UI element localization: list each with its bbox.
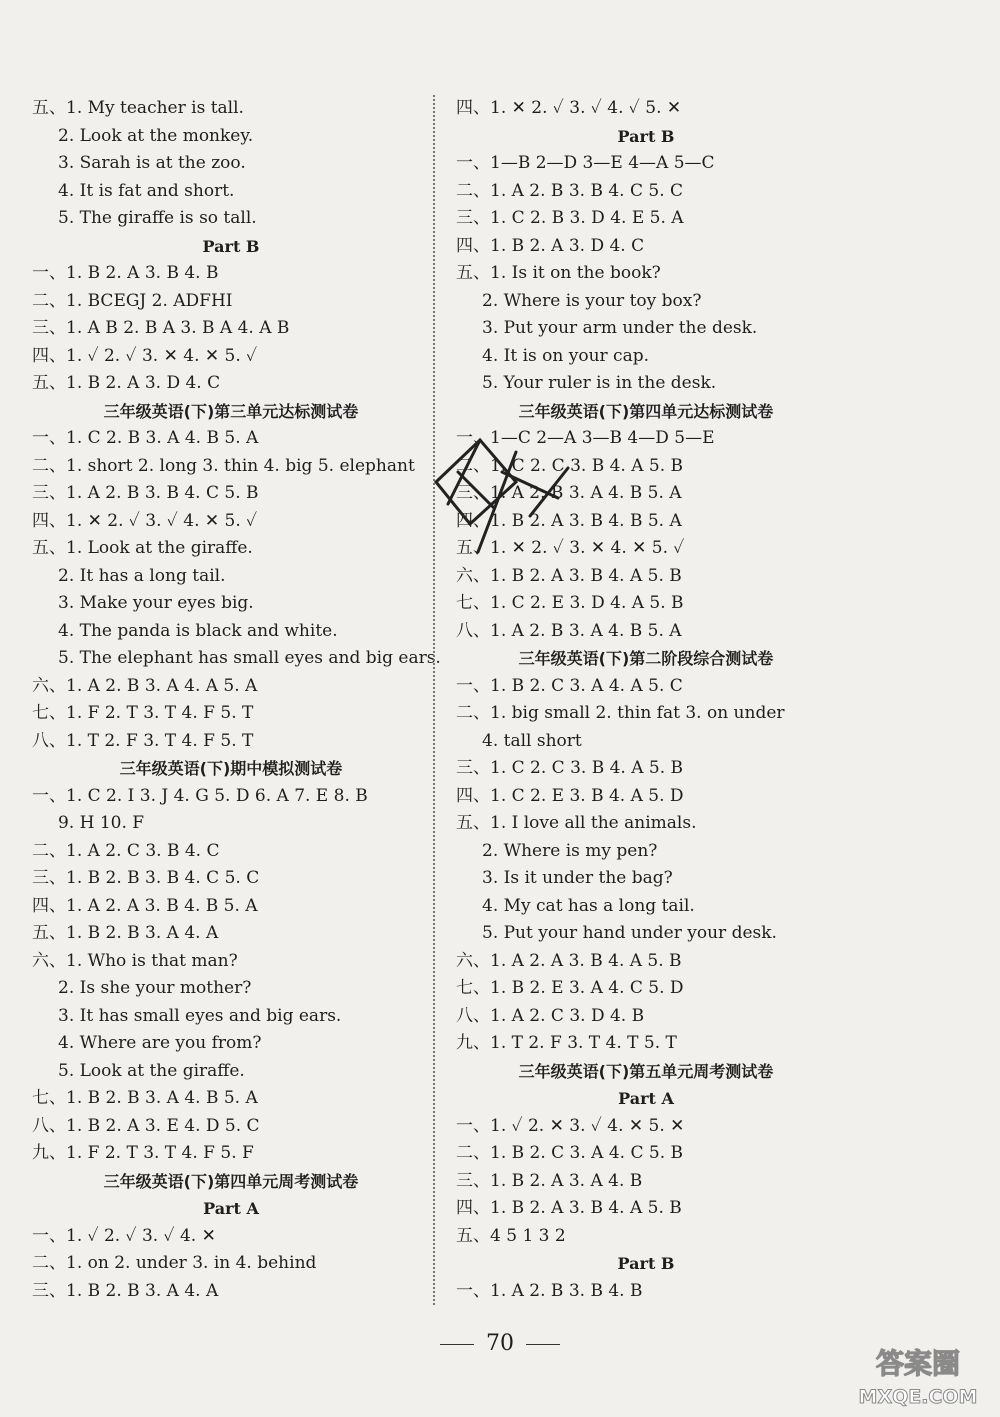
right-column [456,95,836,1305]
right-column-line-42: 五、4 5 1 3 2 [456,1225,566,1246]
right-column-line-30: 4. My cat has a long tail. [482,895,695,916]
left-column-line-19: 3. Make your eyes big. [58,593,254,613]
left-column-line-32: 六、1. Who is that man? [32,950,238,971]
left-column-line-21: 5. The elephant has small eyes and big ears. [58,648,441,668]
right-column-line-7: 五、1. Is it on the book? [456,263,661,283]
right-column-line-24: 4. tall short [482,730,582,751]
right-column-line-12: 三年级英语(下)第四单元达标测试卷 [518,401,774,421]
left-column-line-17: 五、1. Look at the giraffe. [32,538,253,558]
right-column-line-22: 一、1. B 2. C 3. A 4. A 5. C [456,675,683,696]
left-column-line-27: 9. H 10. F [58,813,145,833]
left-column-line-34: 3. It has small eyes and big ears. [58,1005,342,1026]
right-column-line-5: 三、1. C 2. B 3. D 4. E 5. A [456,208,684,228]
stamp-mark [418,412,578,572]
right-column-line-1: 四、1. ✕ 2. ✓ 3. ✓ 4. ✓ 5. ✕ [456,98,682,118]
watermark-logo [848,1341,988,1411]
right-column-line-3: 一、1—B 2—D 3—E 4—A 5—C [456,153,715,173]
right-column-line-36: 三年级英语(下)第五单元周考测试卷 [518,1061,774,1081]
left-column-line-4: 4. It is fat and short. [58,180,235,201]
left-column-line-33: 2. Is she your mother? [58,978,252,998]
left-column-line-36: 5. Look at the giraffe. [58,1060,245,1081]
left-column-line-7: 一、1. B 2. A 3. B 4. B [32,263,219,283]
right-column-line-8: 2. Where is your toy box? [482,290,702,311]
right-column-line-44: 一、1. A 2. B 3. B 4. B [456,1280,643,1301]
watermark-bottom: MXQE.COM [858,1386,978,1408]
right-column-line-11: 5. Your ruler is in the desk. [482,373,717,393]
right-column-line-38: 一、1. ✓ 2. ✕ 3. ✓ 4. ✕ 5. ✕ [456,1115,685,1136]
left-column-line-35: 4. Where are you from? [58,1033,262,1053]
left-column-line-6: Part B [202,236,260,256]
left-column-line-38: 八、1. B 2. A 3. E 4. D 5. C [32,1115,260,1136]
left-column-line-42: 一、1. ✓ 2. ✓ 3. ✓ 4. ✕ [32,1225,216,1246]
left-column-line-2: 2. Look at the monkey. [58,125,254,146]
right-column-line-28: 2. Where is my pen? [482,840,658,861]
right-column-line-34: 八、1. A 2. C 3. D 4. B [456,1005,645,1026]
right-column-line-26: 四、1. C 2. E 3. B 4. A 5. D [456,785,684,806]
watermark-top: 答案圈 [875,1347,961,1380]
left-column-line-12: 三年级英语(下)第三单元达标测试卷 [103,401,359,421]
right-column-line-41: 四、1. B 2. A 3. B 4. A 5. B [456,1198,682,1218]
left-column-line-16: 四、1. ✕ 2. ✓ 3. ✓ 4. ✕ 5. ✓ [32,510,258,531]
right-column-line-16: 四、1. B 2. A 3. B 4. B 5. A [456,510,682,531]
right-column-line-25: 三、1. C 2. C 3. B 4. A 5. B [456,758,684,778]
left-column-line-10: 四、1. ✓ 2. ✓ 3. ✕ 4. ✕ 5. ✓ [32,345,258,366]
left-column-line-1: 五、1. My teacher is tall. [32,98,244,118]
left-column-line-20: 4. The panda is black and white. [58,620,338,641]
left-column-line-15: 三、1. A 2. B 3. B 4. C 5. B [32,483,259,503]
left-column-line-11: 五、1. B 2. A 3. D 4. C [32,373,221,393]
right-column-line-27: 五、1. I love all the animals. [456,813,697,833]
right-column-line-40: 三、1. B 2. A 3. A 4. B [456,1170,643,1191]
left-column-line-41: Part A [203,1199,259,1218]
right-column-line-43: Part B [617,1254,675,1273]
left-column-line-39: 九、1. F 2. T 3. T 4. F 5. F [32,1143,254,1163]
left-column-line-13: 一、1. C 2. B 3. A 4. B 5. A [32,428,259,448]
right-column-line-19: 七、1. C 2. E 3. D 4. A 5. B [456,593,684,613]
left-column-line-26: 一、1. C 2. I 3. J 4. G 5. D 6. A 7. E 8. B [32,785,368,806]
left-column [32,95,441,1305]
left-column-line-25: 三年级英语(下)期中模拟测试卷 [119,759,343,778]
right-column-line-18: 六、1. B 2. A 3. B 4. A 5. B [456,565,682,586]
left-column-line-43: 二、1. on 2. under 3. in 4. behind [32,1253,317,1273]
right-column-line-29: 3. Is it under the bag? [482,868,673,888]
right-column-line-33: 七、1. B 2. E 3. A 4. C 5. D [456,978,684,998]
right-column-line-20: 八、1. A 2. B 3. A 4. B 5. A [456,620,682,641]
left-column-line-18: 2. It has a long tail. [58,565,226,586]
right-column-line-10: 4. It is on your cap. [482,345,649,366]
right-column-line-4: 二、1. A 2. B 3. B 4. C 5. C [456,180,684,201]
left-column-line-31: 五、1. B 2. B 3. A 4. A [32,923,219,943]
left-column-line-22: 六、1. A 2. B 3. A 4. A 5. A [32,675,258,696]
right-column-line-6: 四、1. B 2. A 3. D 4. C [456,235,645,256]
left-column-line-28: 二、1. A 2. C 3. B 4. C [32,840,220,861]
column-divider [433,95,435,1305]
page-number-value: 70 [486,1331,514,1356]
right-column-line-9: 3. Put your arm under the desk. [482,318,758,338]
right-column-line-37: Part A [618,1089,674,1108]
right-column-line-17: 五、1. ✕ 2. ✓ 3. ✕ 4. ✕ 5. ✓ [456,538,685,558]
left-column-line-8: 二、1. BCEGJ 2. ADFHI [32,290,233,311]
right-column-line-14: 二、1. C 2. C 3. B 4. A 5. B [456,455,684,476]
right-column-line-21: 三年级英语(下)第二阶段综合测试卷 [518,649,774,668]
left-column-line-9: 三、1. A B 2. B A 3. B A 4. A B [32,318,290,338]
left-column-line-30: 四、1. A 2. A 3. B 4. B 5. A [32,895,258,916]
left-column-line-24: 八、1. T 2. F 3. T 4. F 5. T [32,730,254,751]
left-column-line-40: 三年级英语(下)第四单元周考测试卷 [103,1171,359,1191]
left-column-line-23: 七、1. F 2. T 3. T 4. F 5. T [32,703,254,723]
right-column-line-32: 六、1. A 2. A 3. B 4. A 5. B [456,950,682,971]
left-column-line-3: 3. Sarah is at the zoo. [58,153,246,173]
right-column-line-39: 二、1. B 2. C 3. A 4. C 5. B [456,1143,684,1163]
right-column-line-35: 九、1. T 2. F 3. T 4. T 5. T [456,1033,677,1053]
right-column-line-13: 一、1—C 2—A 3—B 4—D 5—E [456,428,715,448]
right-column-line-23: 二、1. big small 2. thin fat 3. on under [456,703,785,723]
right-column-line-2: Part B [617,126,675,146]
right-column-line-31: 5. Put your hand under your desk. [482,923,777,943]
left-column-line-14: 二、1. short 2. long 3. thin 4. big 5. elephant [32,455,415,476]
left-column-line-29: 三、1. B 2. B 3. B 4. C 5. C [32,868,260,888]
right-column-line-15: 三、1. A 2. B 3. A 4. B 5. A [456,483,682,503]
left-column-line-44: 三、1. B 2. B 3. A 4. A [32,1280,219,1301]
left-column-line-37: 七、1. B 2. B 3. A 4. B 5. A [32,1088,258,1108]
left-column-line-5: 5. The giraffe is so tall. [58,208,257,228]
